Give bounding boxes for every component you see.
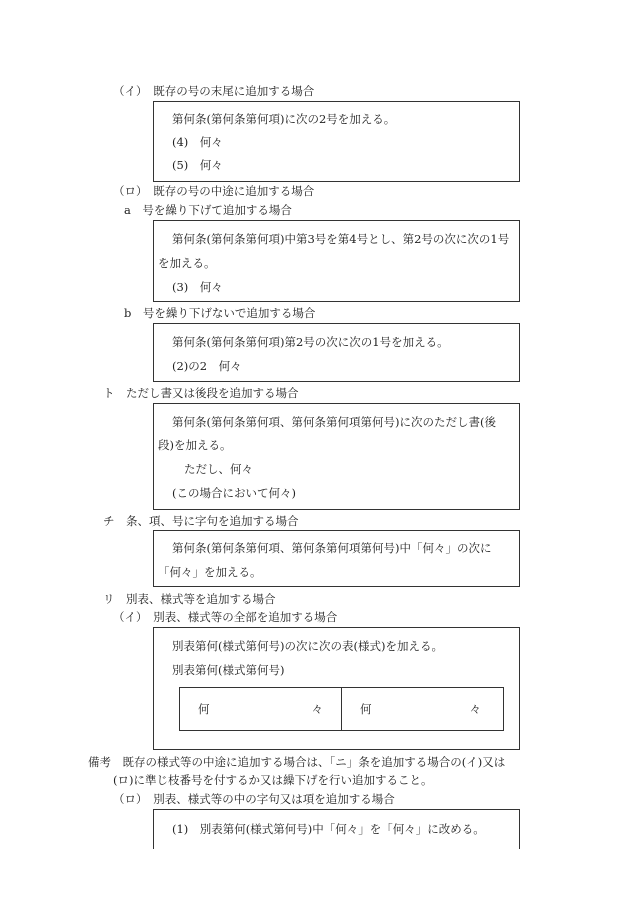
example-text: (5) 何々 bbox=[172, 158, 223, 172]
heading-proviso: ト ただし書又は後段を追加する場合 bbox=[103, 386, 299, 400]
example-text: 第何条(第何条第何項)第2号の次に次の1号を加える。 bbox=[172, 335, 449, 349]
table-cell-text: 何 bbox=[198, 702, 210, 716]
table-cell-text: 々 bbox=[311, 702, 323, 716]
example-box-shift-down bbox=[153, 220, 520, 302]
example-text: ただし、何々 bbox=[184, 462, 253, 476]
example-text: 別表第何(様式第何号)の次に次の表(様式)を加える。 bbox=[172, 639, 443, 653]
heading-add-phrase: チ 条、項、号に字句を追加する場合 bbox=[103, 514, 299, 528]
example-box-append-end bbox=[153, 101, 520, 182]
example-text: (2)の2 何々 bbox=[172, 359, 242, 373]
example-text: (4) 何々 bbox=[172, 135, 223, 149]
remark-line-1: 備考 既存の様式等の中途に追加する場合は、「ニ」条を追加する場合の(イ)又は bbox=[88, 755, 506, 769]
example-text: 「何々」を加える。 bbox=[158, 565, 262, 579]
heading-shift-down: a 号を繰り下げて追加する場合 bbox=[124, 203, 292, 217]
example-text: (この場合において何々) bbox=[172, 486, 296, 500]
table-cell-left bbox=[179, 687, 342, 731]
example-box-add-table bbox=[153, 627, 520, 750]
example-box-add-table-phrase bbox=[153, 809, 520, 849]
example-text: (3) 何々 bbox=[172, 280, 223, 294]
example-text: 第何条(第何条第何項)に次の2号を加える。 bbox=[172, 112, 396, 126]
example-text: (1) 別表第何(様式第何号)中「何々」を「何々」に改める。 bbox=[172, 822, 485, 836]
heading-add-whole-table: （イ） 別表、様式等の全部を追加する場合 bbox=[113, 610, 338, 624]
example-box-add-phrase bbox=[153, 530, 520, 587]
heading-insert-middle: （ロ） 既存の号の中途に追加する場合 bbox=[113, 184, 315, 198]
example-text: を加える。 bbox=[158, 256, 216, 270]
example-text: 段)を加える。 bbox=[158, 438, 232, 452]
heading-add-table-phrase: （ロ） 別表、様式等の中の字句又は項を追加する場合 bbox=[113, 792, 395, 806]
example-text: 別表第何(様式第何号) bbox=[172, 663, 285, 677]
example-box-proviso bbox=[153, 403, 520, 510]
example-text: 第何条(第何条第何項、第何条第何項第何号)中「何々」の次に bbox=[172, 541, 492, 555]
table-cell-text: 々 bbox=[469, 702, 481, 716]
table-cell-right bbox=[341, 687, 504, 731]
table-cell-text: 何 bbox=[360, 702, 372, 716]
heading-add-table: リ 別表、様式等を追加する場合 bbox=[103, 592, 276, 606]
heading-append-end: （イ） 既存の号の末尾に追加する場合 bbox=[113, 84, 315, 98]
heading-no-shift: b 号を繰り下げないで追加する場合 bbox=[124, 306, 316, 320]
example-box-no-shift bbox=[153, 323, 520, 382]
example-text: 第何条(第何条第何項、第何条第何項第何号)に次のただし書(後 bbox=[172, 415, 496, 429]
example-text: 第何条(第何条第何項)中第3号を第4号とし、第2号の次に次の1号 bbox=[172, 232, 510, 246]
remark-line-2: (ロ)に準じ枝番号を付するか又は繰下げを行い追加すること。 bbox=[113, 773, 433, 787]
